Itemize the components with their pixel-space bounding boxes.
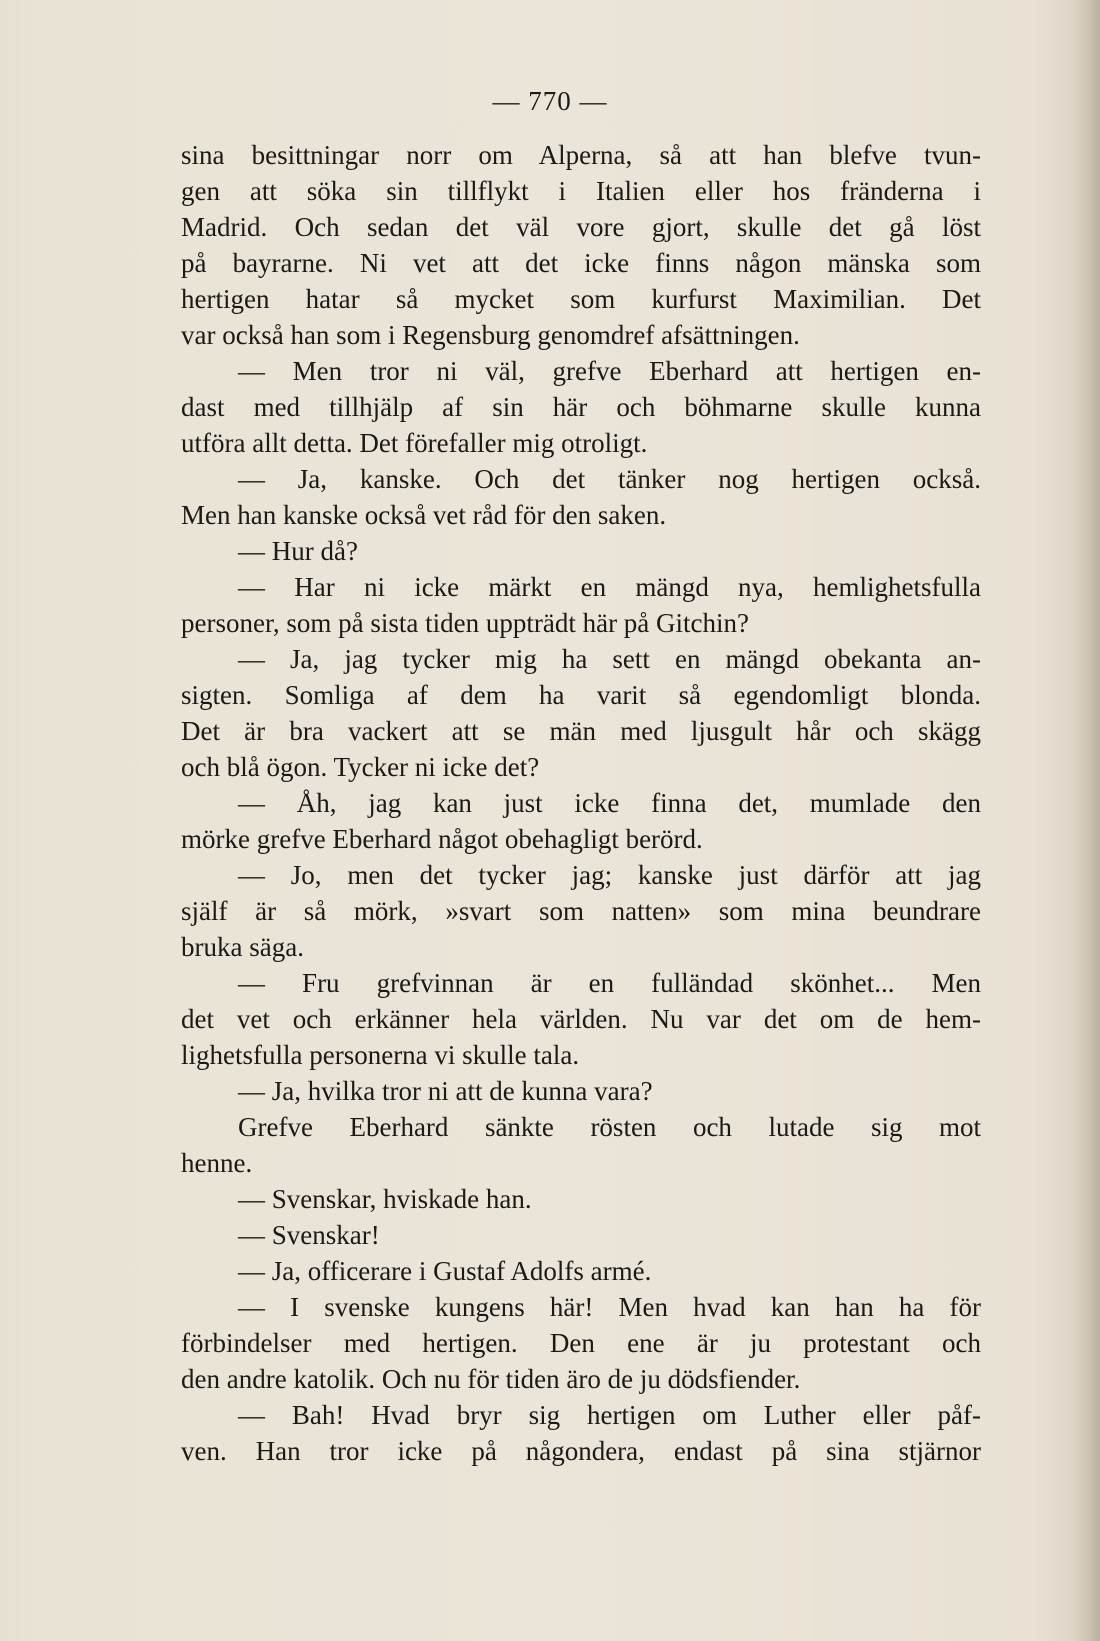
text-line: dast med tillhjälp af sin här och böhmarne skulle kunna xyxy=(181,392,981,422)
text-line: — Ja, hvilka tror ni att de kunna vara? xyxy=(238,1076,653,1106)
text-line: lighetsfulla personerna vi skulle tala. xyxy=(181,1040,580,1070)
text-line: och blå ögon. Tycker ni icke det? xyxy=(181,752,540,782)
text-line: — Har ni icke märkt en mängd nya, hemlighetsfulla xyxy=(238,572,981,602)
text-line: mörke grefve Eberhard något obehagligt berörd. xyxy=(181,824,703,854)
text-line: hertigen hatar så mycket som kurfurst Maximilian. Det xyxy=(181,284,981,314)
text-line: — Bah! Hvad bryr sig hertigen om Luther eller påf- xyxy=(238,1400,981,1430)
text-line: Grefve Eberhard sänkte rösten och lutade sig mot xyxy=(238,1112,981,1142)
text-line: sigten. Somliga af dem ha varit så egendomligt blonda. xyxy=(181,680,981,710)
text-line: — I svenske kungens här! Men hvad kan han ha för xyxy=(238,1292,981,1322)
page-edge-shadow xyxy=(1072,0,1100,1641)
page-number: — 770 — xyxy=(492,86,608,116)
text-line: — Jo, men det tycker jag; kanske just därför att jag xyxy=(238,860,981,890)
text-line: Madrid. Och sedan det väl vore gjort, skulle det gå löst xyxy=(181,212,981,242)
text-line: själf är så mörk, »svart som natten» som mina beundrare xyxy=(181,896,981,926)
text-line: var också han som i Regensburg genomdref afsättningen. xyxy=(181,320,800,350)
text-line: — Men tror ni väl, grefve Eberhard att hertigen en- xyxy=(238,356,981,386)
text-line: — Ja, kanske. Och det tänker nog hertigen också. xyxy=(238,464,981,494)
text-line: sina besittningar norr om Alperna, så att han blefve tvun- xyxy=(181,140,981,170)
body-text xyxy=(181,137,981,1469)
text-line: — Hur då? xyxy=(238,536,358,566)
text-line: personer, som på sista tiden uppträdt här på Gitchin? xyxy=(181,608,750,638)
text-line: Men han kanske också vet råd för den saken. xyxy=(181,500,667,530)
text-line: på bayrarne. Ni vet att det icke finns någon mänska som xyxy=(181,248,981,278)
text-line: den andre katolik. Och nu för tiden äro de ju dödsfiender. xyxy=(181,1364,801,1394)
text-line: utföra allt detta. Det förefaller mig otroligt. xyxy=(181,428,648,458)
text-line: — Ja, officerare i Gustaf Adolfs armé. xyxy=(238,1256,652,1286)
text-line: — Ja, jag tycker mig ha sett en mängd obekanta an- xyxy=(238,644,981,674)
text-line: — Fru grefvinnan är en fulländad skönhet... Men xyxy=(238,968,981,998)
text-line: gen att söka sin tillflykt i Italien eller hos fränderna i xyxy=(181,176,981,206)
text-line: henne. xyxy=(181,1148,253,1178)
text-line: bruka säga. xyxy=(181,932,304,962)
text-line: — Svenskar! xyxy=(238,1220,380,1250)
text-line: Det är bra vackert att se män med ljusgult hår och skägg xyxy=(181,716,981,746)
text-line: ven. Han tror icke på någondera, endast på sina stjärnor xyxy=(181,1436,981,1466)
text-line: — Åh, jag kan just icke finna det, mumlade den xyxy=(238,788,981,818)
text-line: — Svenskar, hviskade han. xyxy=(238,1184,532,1214)
text-line: det vet och erkänner hela världen. Nu var det om de hem- xyxy=(181,1004,981,1034)
text-line: förbindelser med hertigen. Den ene är ju protestant och xyxy=(181,1328,981,1358)
